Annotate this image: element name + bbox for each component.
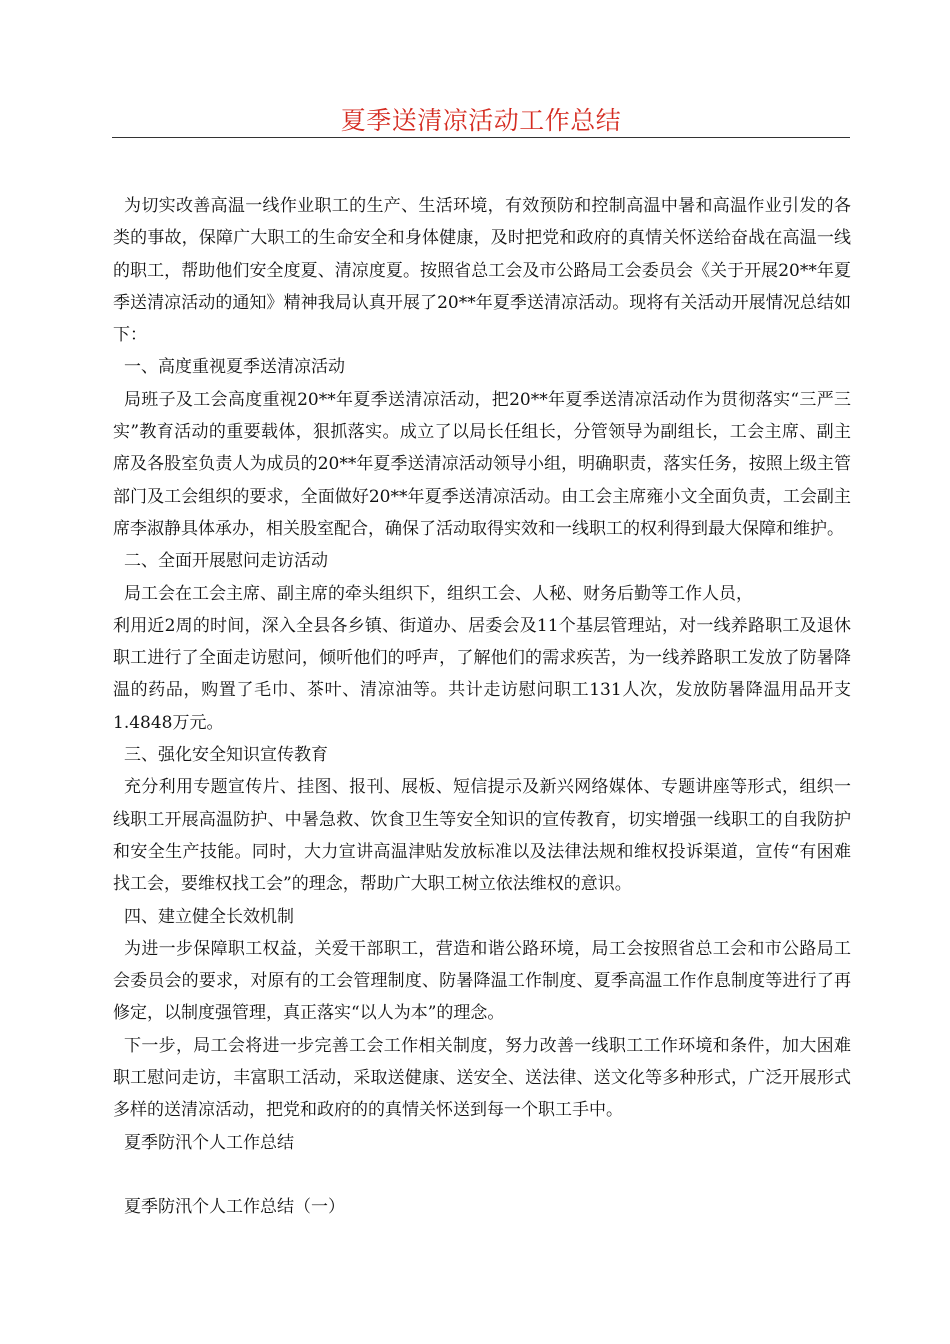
section-2-paragraph-continued: 利用近2周的时间，深入全县各乡镇、街道办、居委会及11个基层管理站，对一线养路职工及退休职工进行了全面走访慰问，倾听他们的呼声，了解他们的需求疾苦，为一线养路职工发放了防暑降温的药品，购置了毛巾、茶叶、清凉油等。共计走访慰问职工131人次，发放防暑降温用品开支1.4848万元。 — [113, 615, 851, 733]
section-heading-2: 二、全面开展慰问走访活动 — [124, 551, 328, 572]
section-heading-3: 三、强化安全知识宣传教育 — [124, 745, 328, 766]
section-2-paragraph-line-1: 局工会在工会主席、副主席的牵头组织下，组织工会、人秘、财务后勤等工作人员， — [124, 583, 753, 604]
blank-line — [113, 1159, 851, 1191]
closing-paragraph: 下一步，局工会将进一步完善工会工作相关制度，努力改善一线职工工作环境和条件，加大困难职工慰问走访，丰富职工活动，采取送健康、送安全、送法律、送文化等多种形式，广泛开展形式多样的送清凉活动，把党和政府的的真情关怀送到每一个职工手中。 — [113, 1035, 851, 1121]
intro-paragraph: 为切实改善高温一线作业职工的生产、生活环境，有效预防和控制高温中暑和高温作业引发的各类的事故，保障广大职工的生命安全和身体健康，及时把党和政府的真情关怀送给奋战在高温一线的职工，帮助他们安全度夏、清凉度夏。按照省总工会及市公路局工会委员会《关于开展20**年夏季送清凉活动的通知》精神我局认真开展了20**年夏季送清凉活动。现将有关活动开展情况总结如下： — [113, 196, 851, 346]
next-article-subtitle: 夏季防汛个人工作总结（一） — [124, 1196, 345, 1217]
next-article-title: 夏季防汛个人工作总结 — [124, 1132, 294, 1153]
section-heading-4: 四、建立健全长效机制 — [124, 906, 294, 927]
document-body — [113, 190, 851, 1223]
document-title: 夏季送清凉活动工作总结 — [340, 106, 622, 135]
section-3-paragraph: 充分利用专题宣传片、挂图、报刊、展板、短信提示及新兴网络媒体、专题讲座等形式，组织一线职工开展高温防护、中暑急救、饮食卫生等安全知识的宣传教育，切实增强一线职工的自我防护和安全生产技能。同时，大力宣讲高温津贴发放标准以及法律法规和维权投诉渠道，宣传“有困难找工会，要维权找工会”的理念，帮助广大职工树立依法维权的意识。 — [113, 777, 851, 895]
section-heading-1: 一、高度重视夏季送清凉活动 — [124, 357, 345, 378]
section-1-paragraph: 局班子及工会高度重视20**年夏季送清凉活动，把20**年夏季送清凉活动作为贯彻落实“三严三实”教育活动的重要载体，狠抓落实。成立了以局长任组长，分管领导为副组长，工会主席、副主席及各股室负责人为成员的20**年夏季送清凉活动领导小组，明确职责，落实任务，按照上级主管部门及工会组织的要求，全面做好20**年夏季送清凉活动。由工会主席雍小文全面负责，工会副主席李淑静具体承办，相关股室配合，确保了活动取得实效和一线职工的权利得到最大保障和维护。 — [113, 389, 851, 539]
title-underline — [112, 137, 850, 138]
section-4-paragraph: 为进一步保障职工权益，关爱干部职工，营造和谐公路环境，局工会按照省总工会和市公路局工会委员会的要求，对原有的工会管理制度、防暑降温工作制度、夏季高温工作作息制度等进行了再修定，以制度强管理，真正落实“以人为本”的理念。 — [113, 938, 851, 1024]
